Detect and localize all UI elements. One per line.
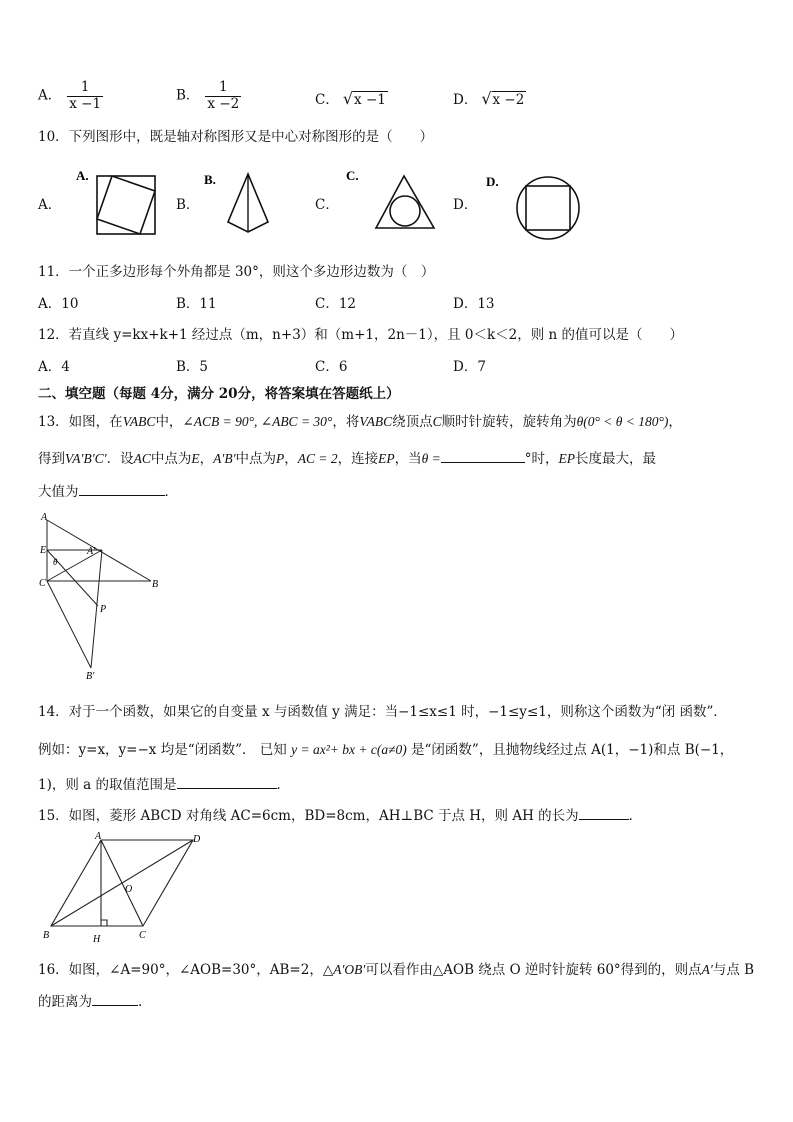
q15-fig-label-c: C: [139, 930, 146, 941]
q15-fig-label-b: B: [43, 930, 50, 941]
q14-line-3: 1)，则 a 的取值范围是 ．: [38, 777, 290, 793]
q13-fig-label-theta: θ: [53, 557, 58, 567]
q10-figure-c: [342, 166, 442, 236]
q13-line-2: 得到VA′B′C′．设AC中点为E，A′B′中点为P，AC = 2，连接EP，当θ = °时，EP长度最大，最: [38, 451, 657, 467]
q12-option-a: A．4: [38, 359, 70, 375]
q16-line-2: 的距离为 .: [38, 994, 143, 1010]
q13-fig-label-e: E: [40, 545, 47, 556]
q12-option-b: B．5: [176, 359, 209, 375]
q11-option-a: A．10: [38, 296, 79, 312]
q10-option-b-label: B．: [176, 197, 200, 213]
q12-option-c: C．6: [315, 359, 348, 375]
q15-line: 15．如图，菱形 ABCD 对角线 AC=6cm，BD=8cm，AH⊥BC 于点 H，则 AH 的长为 ．: [38, 808, 643, 824]
q13-line-3: 大值为 ．: [38, 484, 178, 500]
q15-answer-blank[interactable]: [579, 819, 629, 820]
q12-stem: 12．若直线 y=kx+k+1 经过点（m，n+3）和（m+1，2n－1），且 0＜k＜2，则 n 的值可以是（ ）: [38, 327, 684, 343]
q15-fig-label-h: H: [93, 934, 101, 945]
q10-stem: 10．下列图形中，既是轴对称图形又是中心对称图形的是（ ）: [38, 129, 434, 145]
q10-figure-b: [198, 166, 288, 236]
q13-fig-label-a: A: [41, 512, 48, 523]
q14-line-2: 例如：y=x，y=−x 均是“闭函数”． 已知 y = ax²+ bx + c(a≠0) 是“闭函数”，且抛物线经过点 A(1，−1)和点 B(−1，: [38, 742, 734, 758]
q13-fig-label-a-prime: A′: [87, 546, 96, 557]
q13-fig-label-c: C: [39, 578, 46, 589]
q15-fig-label-d: D: [193, 834, 201, 845]
q9-option-c: C． √x −1: [315, 89, 386, 108]
q15-figure: [36, 830, 216, 948]
q13-figure: [36, 508, 166, 683]
q10-fig-c-label: C.: [346, 168, 359, 183]
q13-line-1: 13．如图，在VABC中，∠ACB = 90°, ∠ABC = 30°，将VABC绕顶点C顺时针旋转，旋转角为θ(0° < θ < 180°)，: [38, 414, 682, 430]
q10-figure-d: [482, 166, 592, 244]
q11-option-d: D．13: [453, 296, 495, 312]
q16-line-1: 16．如图，∠A=90°，∠AOB=30°，AB=2，△A′OB′可以看作由△AOB 绕点 O 逆时针旋转 60°得到的，则点A′与点 B: [38, 962, 755, 978]
q13-answer-blank-1[interactable]: [441, 462, 525, 463]
q9-option-b: B． $\frac{1}{x -2}$: [176, 79, 240, 112]
q11-option-b: B．11: [176, 296, 217, 312]
q11-option-c: C．12: [315, 296, 357, 312]
q15-fig-label-a: A: [95, 831, 102, 842]
q11-stem: 11．一个正多边形每个外角都是 30°，则这个多边形边数为（ ）: [38, 264, 435, 280]
section-2-title: 二、填空题（每题 4分，满分 20分，将答案填在答题纸上）: [38, 386, 400, 402]
q10-option-d-label: D．: [453, 197, 478, 213]
q10-fig-a-label: A.: [76, 168, 89, 183]
q13-fig-label-p: P: [100, 604, 107, 615]
q13-fig-label-b-prime: B′: [86, 671, 95, 682]
q9-option-d: D． √x −2: [453, 89, 525, 108]
q9-option-a: A． $\frac{1}{x -1}$: [38, 79, 102, 112]
q14-line-1: 14．对于一个函数，如果它的自变量 x 与函数值 y 满足：当−1≤x≤1 时，−1≤y≤1，则称这个函数为“闭 函数”．: [38, 704, 727, 720]
q10-fig-b-label: B.: [204, 172, 216, 187]
q10-figure-a: [70, 166, 165, 236]
q14-answer-blank[interactable]: [177, 788, 277, 789]
q13-fig-label-b: B: [152, 579, 159, 590]
q10-fig-d-label: D.: [486, 174, 499, 189]
q10-option-c-label: C．: [315, 197, 339, 213]
q13-answer-blank-2[interactable]: [79, 495, 165, 496]
q16-answer-blank[interactable]: [92, 1005, 138, 1006]
q12-option-d: D．7: [453, 359, 486, 375]
q10-option-a-label: A．: [38, 197, 62, 213]
q15-fig-label-o: O: [125, 884, 133, 895]
